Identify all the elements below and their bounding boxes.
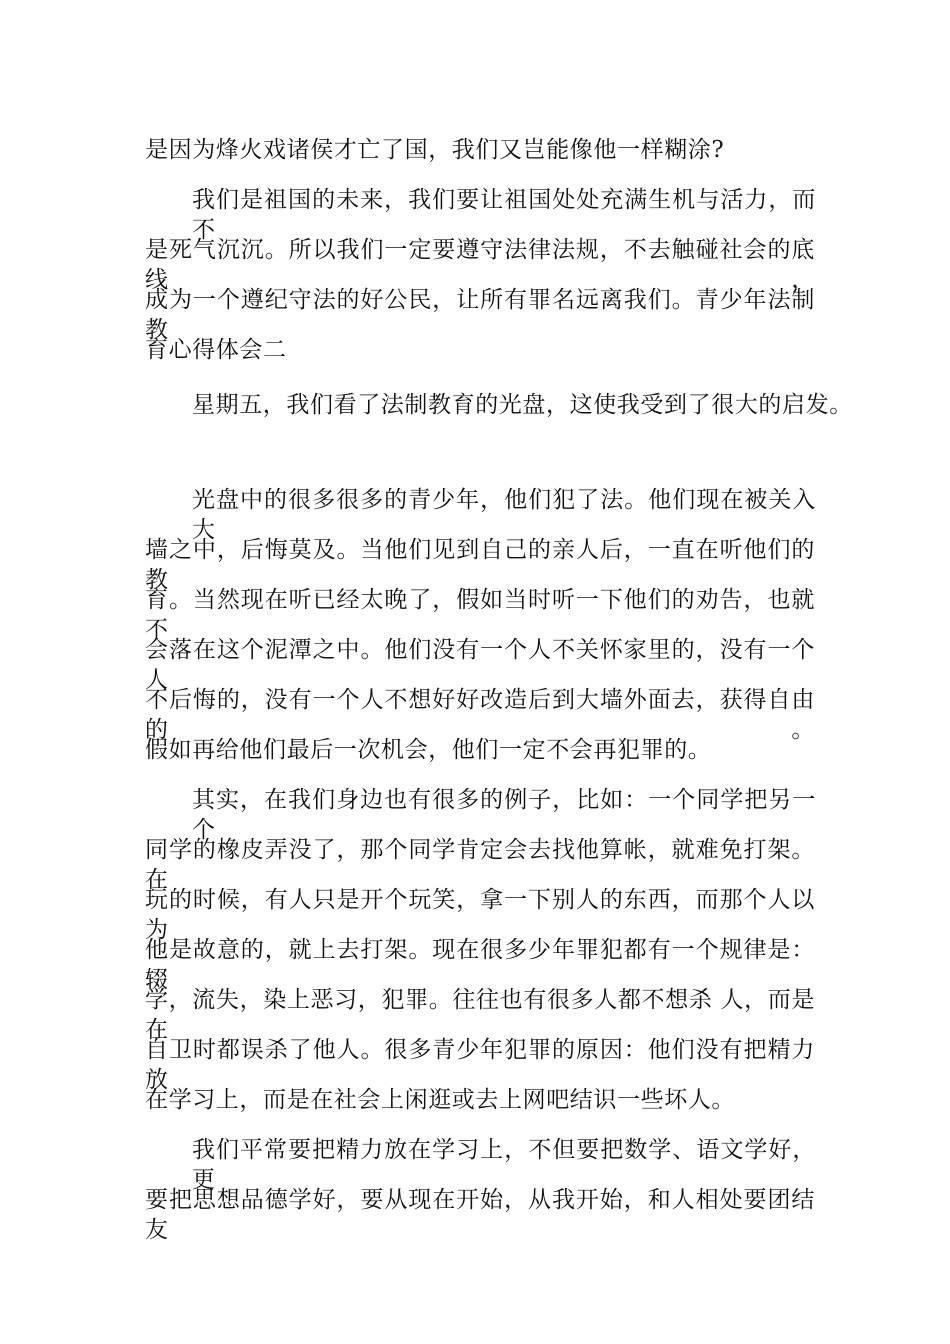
text-line: 是死气沉沉。所以我们一定要遵守法律法规，不去触碰社会的底线， [145, 237, 815, 293]
text-line: 学，流失，染上恶习，犯罪。往往也有很多人都不想杀 人，而是在 [145, 987, 815, 1043]
text-line: 我们是祖国的未来，我们要让祖国处处充满生机与活力，而不 [192, 187, 816, 243]
text-line: 其实，在我们身边也有很多的例子，比如：一个同学把另一个 [192, 787, 816, 843]
text-line: 要把思想品德学好，要从现在开始，从我开始，和人相处要团结友 [145, 1187, 815, 1243]
text-line: 光盘中的很多很多的青少年，他们犯了法。他们现在被关入大 [192, 487, 816, 543]
text-line: 同学的橡皮弄没了，那个同学肯定会去找他算帐，就难免打架。在 [145, 837, 815, 893]
text-line: 是因为烽火戏诸侯才亡了国，我们又岂能像他一样糊涂? [145, 137, 725, 163]
text-line: 他是故意的，就上去打架。现在很多少年罪犯都有一个规律是：辍 [145, 937, 815, 993]
text-line: 玩的时候，有人只是开个玩笑，拿一下别人的东西，而那个人以为 [145, 887, 815, 943]
text-line: 我们平常要把精力放在学习上，不但要把数学、语文学好，更 [192, 1137, 816, 1193]
text-line: 育。当然现在听已经太晚了，假如当时听一下他们的劝告，也就不 [145, 587, 815, 643]
text-line: 自卫时都误杀了他人。很多青少年犯罪的原因：他们没有把精力放 [145, 1037, 815, 1093]
text-line: 星期五，我们看了法制教育的光盘，这使我受到了很大的启发。 [192, 392, 853, 418]
text-line: 墙之中，后悔莫及。当他们见到自己的亲人后，一直在听他们的教 [145, 537, 815, 593]
text-line: 会落在这个泥潭之中。他们没有一个人不关怀家里的，没有一个人 [145, 637, 815, 693]
text-line: 假如再给他们最后一次机会，他们一定不会再犯罪的。 [145, 737, 712, 763]
text-line: 不后悔的，没有一个人不想好好改造后到大墙外面去，获得自由的。 [145, 687, 815, 743]
text-line: 在学习上，而是在社会上闲逛或去上网吧结识一些坏人。 [145, 1087, 735, 1113]
text-line: 成为一个遵纪守法的好公民，让所有罪名远离我们。青少年法制教 [145, 287, 815, 343]
text-line: 育心得体会二 [145, 337, 287, 363]
